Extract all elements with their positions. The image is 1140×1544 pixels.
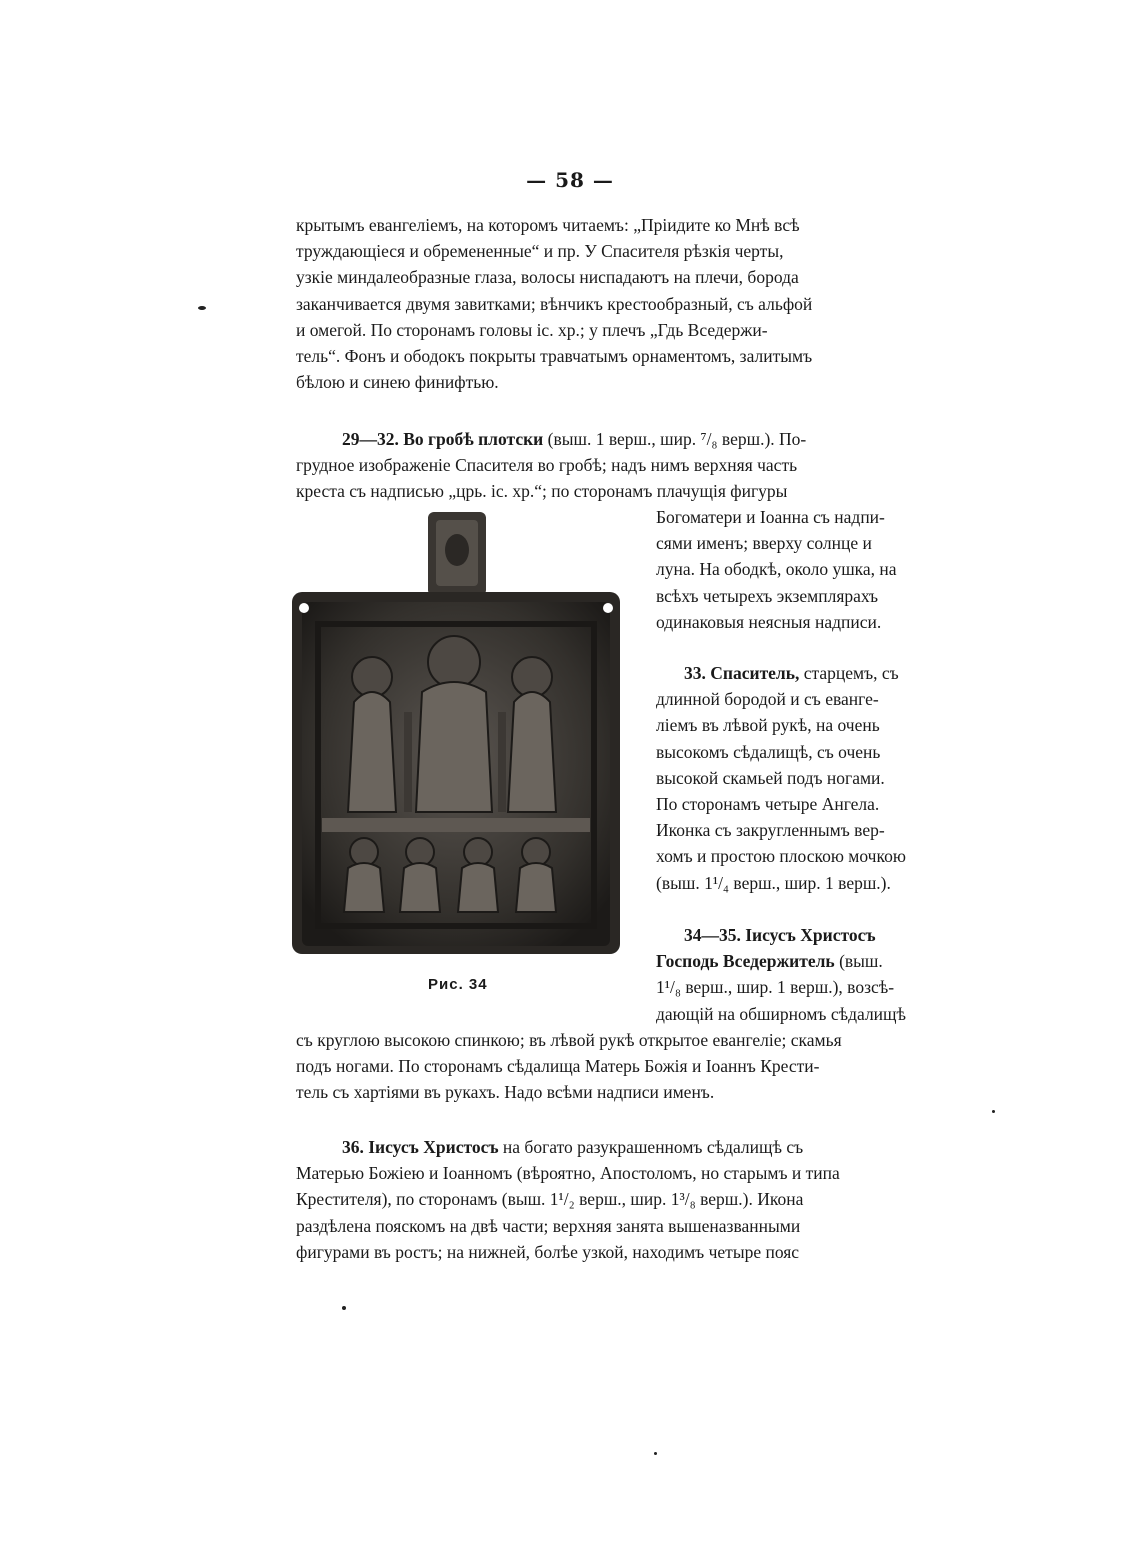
text-line: всѣхъ четырехъ экземплярахъ bbox=[656, 585, 879, 606]
text-line: дающій на обширномъ сѣдалищѣ bbox=[656, 1003, 907, 1024]
text-line: на богато разукрашенномъ сѣдалищѣ съ bbox=[502, 1137, 804, 1157]
text-line: креста съ надписью „црь. іс. хр.“; по сторонамъ плачущія фигуры bbox=[296, 481, 788, 502]
entry-heading-line bbox=[296, 1134, 972, 1160]
text-line: (выш. bbox=[839, 951, 883, 972]
entry-title: Іисусъ Христосъ bbox=[745, 925, 876, 945]
text-line: съ круглою высокою спинкою; въ лѣвой рукѣ открытое евангеліе; скамья bbox=[296, 1030, 842, 1050]
entry-number: 34—35. bbox=[684, 925, 741, 945]
entry-title: Спаситель, bbox=[710, 663, 800, 683]
text-line: грудное изображеніе Спасителя во гробѣ; надъ нимъ верхняя часть bbox=[296, 455, 798, 476]
entry-heading-line bbox=[656, 948, 972, 974]
entry-34-35-full bbox=[296, 1027, 972, 1106]
text-line: фигурами въ ростъ; на нижней, болѣе узкой, находимъ четыре пояс bbox=[296, 1241, 800, 1262]
entry-heading-line bbox=[656, 922, 972, 948]
text-line: высокой скамьей подъ ногами. bbox=[656, 767, 885, 788]
paragraph-intro bbox=[296, 212, 972, 395]
text-line: крытымъ евангеліемъ, на которомъ читаемъ: „Пріидите ко Мнѣ всѣ bbox=[296, 215, 800, 235]
text-line: По сторонамъ четыре Ангела. bbox=[656, 794, 880, 815]
text-line: длинной бородой и съ еванге- bbox=[656, 689, 879, 710]
text-line: Крестителя), по сторонамъ (выш. 1¹/₂ верш., шир. 1³/₈ верш.). Икона bbox=[296, 1189, 804, 1210]
text-line: Иконка съ закругленнымъ вер- bbox=[656, 820, 885, 841]
entry-number: 33. bbox=[684, 663, 706, 683]
text-line: ліемъ въ лѣвой рукѣ, на очень bbox=[656, 715, 880, 736]
entry-29-32-column bbox=[656, 504, 972, 635]
scan-speck bbox=[992, 1110, 995, 1113]
text-line: труждающіеся и обремененные“ и пр. У Спасителя рѣзкія черты, bbox=[296, 241, 784, 262]
page-number: — 58 — bbox=[526, 168, 614, 192]
entry-36 bbox=[296, 1134, 972, 1265]
entry-29-32 bbox=[296, 426, 972, 505]
entry-heading-line bbox=[296, 426, 972, 452]
text-line: тель“. Фонъ и ободокъ покрыты травчатымъ орнаментомъ, залитымъ bbox=[296, 346, 813, 367]
text-line: тель съ хартіями въ рукахъ. Надо всѣми надписи именъ. bbox=[296, 1082, 715, 1103]
text-line: подъ ногами. По сторонамъ сѣдалища Матерь Божія и Іоаннъ Крести- bbox=[296, 1056, 820, 1077]
figure-caption: Рис. 34 bbox=[428, 976, 488, 993]
text-line: (выш. 1 верш., шир. ⁷/₈ верш.). По- bbox=[547, 429, 807, 449]
text-line: сями именъ; вверху солнце и bbox=[656, 533, 872, 554]
text-line: узкіе миндалеобразные глаза, волосы ниспадаютъ на плечи, борода bbox=[296, 267, 799, 288]
entry-number: 29—32. bbox=[342, 429, 399, 449]
scan-speck bbox=[654, 1452, 657, 1455]
text-line: луна. На ободкѣ, около ушка, на bbox=[656, 559, 897, 580]
text-line: и омегой. По сторонамъ головы іс. хр.; у плечъ „Гдь Вседержи- bbox=[296, 319, 768, 340]
text-line: Богоматери и Іоанна съ надпи- bbox=[656, 507, 885, 527]
figure-icon-photo bbox=[292, 512, 620, 954]
entry-33 bbox=[656, 660, 972, 896]
entry-title: Іисусъ Христосъ bbox=[368, 1137, 499, 1157]
scan-speck bbox=[342, 1306, 346, 1310]
entry-number: 36. bbox=[342, 1137, 364, 1157]
icon-relief-image bbox=[292, 512, 620, 954]
entry-34-35-column bbox=[656, 922, 972, 1027]
entry-title: Во гробѣ плотски bbox=[403, 429, 544, 449]
entry-title: Господь Вседержитель bbox=[656, 951, 835, 972]
scan-speck bbox=[198, 306, 206, 310]
entry-heading-line bbox=[656, 660, 972, 686]
text-line: заканчивается двумя завитками; вѣнчикъ крестообразный, съ альфой bbox=[296, 293, 813, 314]
text-line: высокомъ сѣдалищѣ, съ очень bbox=[656, 741, 881, 762]
text-line: (выш. 1¹/₄ верш., шир. 1 верш.). bbox=[656, 872, 891, 893]
text-line: хомъ и простою плоскою мочкою bbox=[656, 846, 906, 867]
text-line: одинаковыя неясныя надписи. bbox=[656, 611, 882, 632]
text-line: раздѣлена пояскомъ на двѣ части; верхняя занята вышеназванными bbox=[296, 1215, 801, 1236]
text-line: старцемъ, съ bbox=[803, 663, 899, 683]
text-line: 1¹/₈ верш., шир. 1 верш.), возсѣ- bbox=[656, 977, 895, 998]
text-line: бѣлою и синею финифтью. bbox=[296, 372, 499, 393]
text-line: Матерью Божіею и Іоанномъ (вѣроятно, Апостоломъ, но старымъ и типа bbox=[296, 1163, 840, 1184]
